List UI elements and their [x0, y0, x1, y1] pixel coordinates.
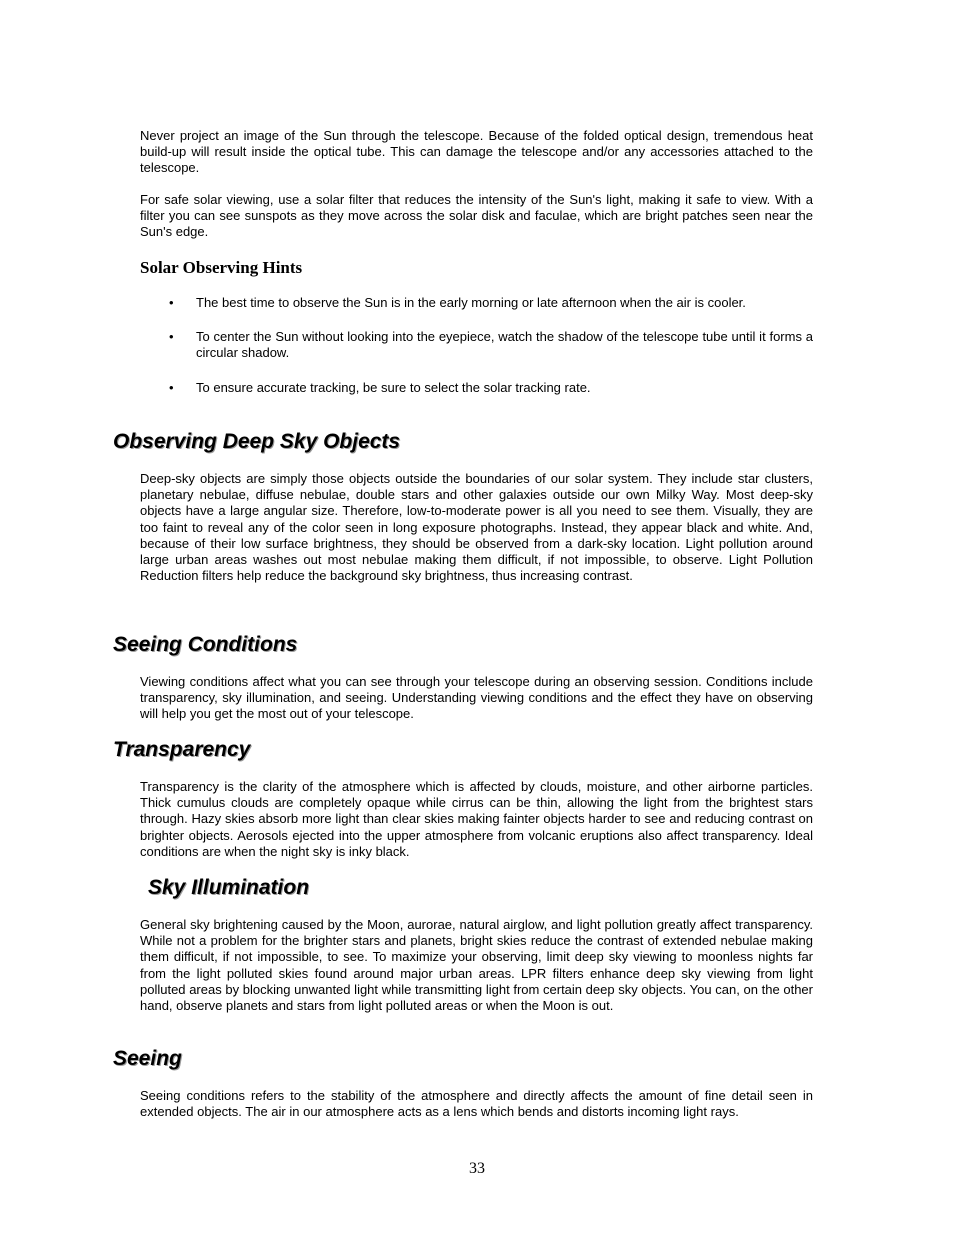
- sky-illumination-paragraph: General sky brightening caused by the Moon, aurorae, natural airglow, and light pollution greatly affect transparency. While not a problem for the brighter stars and planets, bright skies reduce the contrast of extended nebulae making them difficult, if not impossible, to see. To maximize your observing, limit deep sky viewing to moonless nights far from the light polluted skies found around major urban areas. LPR filters enhance deep sky viewing from light polluted areas by blocking unwanted light while transmitting light from certain deep sky objects. You can, on the other hand, observe planets and stars from light polluted areas or when the Moon is out.: [140, 917, 813, 1014]
- heading-deep-sky: Observing Deep Sky Objects: [113, 430, 401, 453]
- transparency-paragraph: Transparency is the clarity of the atmosphere which is affected by clouds, moisture, and other airborne particles. Thick cumulus clouds are completely opaque while cirrus can be thin, allowing the light from the brightest stars through. Hazy skies absorb more light than clear skies making fainter objects harder to see and reducing contrast on brighter objects. Aerosols ejected into the upper atmosphere from volcanic eruptions also affect transparency. Ideal conditions are when the night sky is inky black.: [140, 779, 813, 859]
- seeing-paragraph: Seeing conditions refers to the stability of the atmosphere and directly affects the amount of fine detail seen in extended objects. The air in our atmosphere acts as a lens which bends and distorts incoming light rays.: [140, 1088, 813, 1120]
- solar-hints-title: Solar Observing Hints: [140, 258, 303, 277]
- heading-transparency: Transparency: [113, 738, 251, 761]
- bullet-icon: •: [169, 295, 174, 310]
- page-number: 33: [469, 1160, 485, 1177]
- list-item-text: To ensure accurate tracking, be sure to select the solar tracking rate.: [196, 380, 591, 395]
- bullet-icon: •: [169, 380, 174, 395]
- seeing-conditions-paragraph: Viewing conditions affect what you can see through your telescope during an observing session. Conditions include transparency, sky illumination, and seeing. Understanding viewing conditions and the effect they have on observing will help you get the most out of your telescope.: [140, 674, 813, 722]
- solar-warning-paragraph: Never project an image of the Sun through the telescope. Because of the folded optical design, tremendous heat build-up will result inside the optical tube. This can damage the telescope and/or any accessories attached to the telescope.: [140, 128, 813, 176]
- list-item-text: The best time to observe the Sun is in the early morning or late afternoon when the air is cooler.: [196, 295, 746, 310]
- deep-sky-paragraph: Deep-sky objects are simply those objects outside the boundaries of our solar system. They include star clusters, planetary nebulae, diffuse nebulae, double stars and other galaxies outside our own Milky Way. Most deep-sky objects have a large angular size. Therefore, low-to-moderate power is all you need to see them. Visually, they are too faint to reveal any of the color seen in long exposure photographs. Instead, they appear black and white. And, because of their low surface brightness, they should be observed from a dark-sky location. Light pollution around large urban areas washes out most nebulae making them difficult, if not impossible, to observe. Light Pollution Reduction filters help reduce the background sky brightness, thus increasing contrast.: [140, 471, 813, 584]
- list-item-text: To center the Sun without looking into the eyepiece, watch the shadow of the telescope tube until it forms a circular shadow.: [196, 329, 813, 361]
- heading-seeing: Seeing: [113, 1047, 182, 1070]
- heading-sky-illumination: Sky Illumination: [148, 876, 310, 899]
- solar-filter-paragraph: For safe solar viewing, use a solar filter that reduces the intensity of the Sun's light, making it safe to view. With a filter you can see sunspots as they move across the solar disk and faculae, which are bright patches seen near the Sun's edge.: [140, 192, 813, 240]
- heading-seeing-conditions: Seeing Conditions: [113, 633, 298, 656]
- bullet-icon: •: [169, 329, 174, 344]
